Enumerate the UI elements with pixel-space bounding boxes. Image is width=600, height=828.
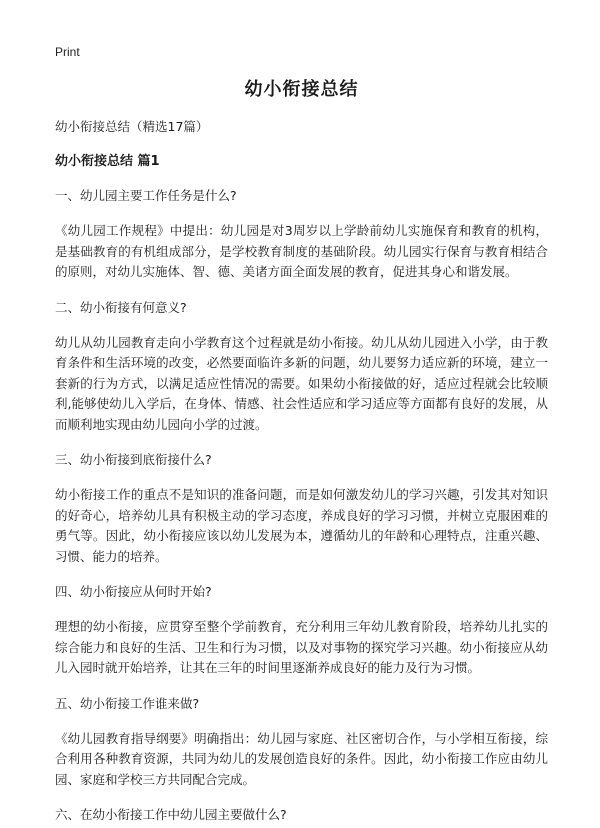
question-heading: 二、幼小衔接有何意义? (55, 299, 187, 315)
answer-paragraph: 理想的幼小衔接，应贯穿至整个学前教育，充分利用三年幼儿教育阶段，培养幼儿扎实的综合能力和良好的生活、卫生和行为习惯，以及对事物的探究学习兴趣。幼小衔接应从幼儿入园时就开始培养，让其在三年的时间里逐渐养成良好的能力及行为习惯。 (55, 619, 548, 675)
section-title: 幼小衔接总结 篇1 (55, 154, 160, 169)
answer-paragraph: 《幼儿园工作规程》中提出：幼儿园是对3周岁以上学龄前幼儿实施保育和教育的机构，是基础教育的有机组成部分，是学校教育制度的基础阶段。幼儿园实行保育与教育相结合的原则，对幼儿实施体、智、德、美诸方面全面发展的教育，促进其身心和谐发展。 (55, 223, 548, 279)
question-heading: 一、幼儿园主要工作任务是什么? (55, 188, 237, 203)
question-heading: 四、幼小衔接应从何时开始? (55, 584, 212, 599)
answer-paragraph: 《幼儿园教育指导纲要》明确指出：幼儿园与家庭、社区密切合作，与小学相互衔接，综合利用各种教育资源，共同为幼儿的发展创造良好的条件。因此，幼小衔接工作应由幼儿园、家庭和学校三方共同配合完成。 (55, 730, 548, 787)
answer-paragraph: 幼儿从幼儿园教育走向小学教育这个过程就是幼小衔接。幼儿从幼儿园进入小学，由于教育条件和生活环境的改变，必然要面临许多新的问题，幼儿要努力适应新的环境，建立一套新的行为方式，以满足适应性情况的需要。如果幼小衔接做的好，适应过程就会比较顺利,能够使幼儿入学后，在身体、情感、社会性适应和学习适应等方面都有良好的发展，从而顺利地实现由幼儿园向小学的过渡。 (55, 334, 548, 432)
print-link[interactable]: Print (55, 45, 80, 59)
question-heading: 五、幼小衔接工作谁来做? (55, 695, 200, 711)
answer-paragraph: 幼小衔接工作的重点不是知识的准备问题，而是如何激发幼儿的学习兴趣，引发其对知识的好奇心，培养幼儿具有积极主动的学习态度，养成良好的学习习惯，并树立克服困难的勇气等。因此，幼小衔接应该以幼儿发展为本，遵循幼儿的年龄和心理特点，注重兴趣、习惯、能力的培养。 (55, 487, 548, 564)
document-title: 幼小衔接总结 (244, 79, 359, 100)
document-subtitle: 幼小衔接总结（精选17篇） (55, 119, 209, 134)
question-heading: 三、幼小衔接到底衔接什么? (55, 452, 212, 467)
question-heading: 六、在幼小衔接工作中幼儿园主要做什么? (55, 807, 287, 822)
